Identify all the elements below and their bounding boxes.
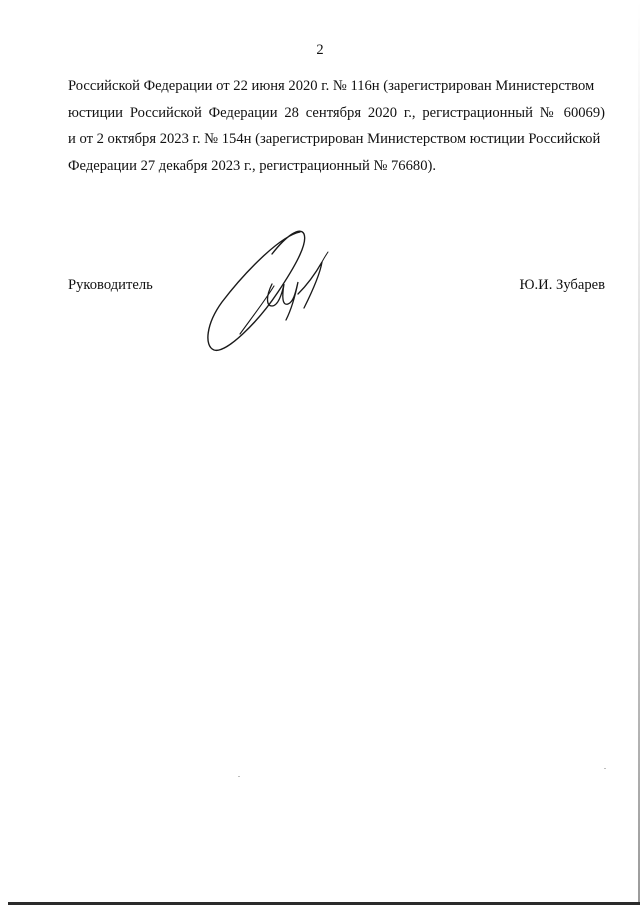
- signatory-title: Руководитель: [68, 277, 153, 293]
- scan-speck: [238, 776, 240, 777]
- handwritten-signature: [200, 222, 340, 357]
- body-line-4: Федерации 27 декабря 2023 г., регистрационный № 76680).: [68, 157, 437, 174]
- scan-speck: [604, 768, 606, 769]
- signatory-name: Ю.И. Зубарев: [519, 277, 605, 293]
- body-line-2: юстиции Российской Федерации 28 сентября 2020 г., регистрационный № 60069): [68, 104, 605, 121]
- body-paragraph: [68, 73, 605, 179]
- page-number: 2: [316, 42, 324, 58]
- body-line-3: и от 2 октября 2023 г. № 154н (зарегистрирован Министерством юстиции Российской: [68, 131, 601, 147]
- body-line-1: Российской Федерации от 22 июня 2020 г. № 116н (зарегистрирован Министерством: [68, 78, 595, 94]
